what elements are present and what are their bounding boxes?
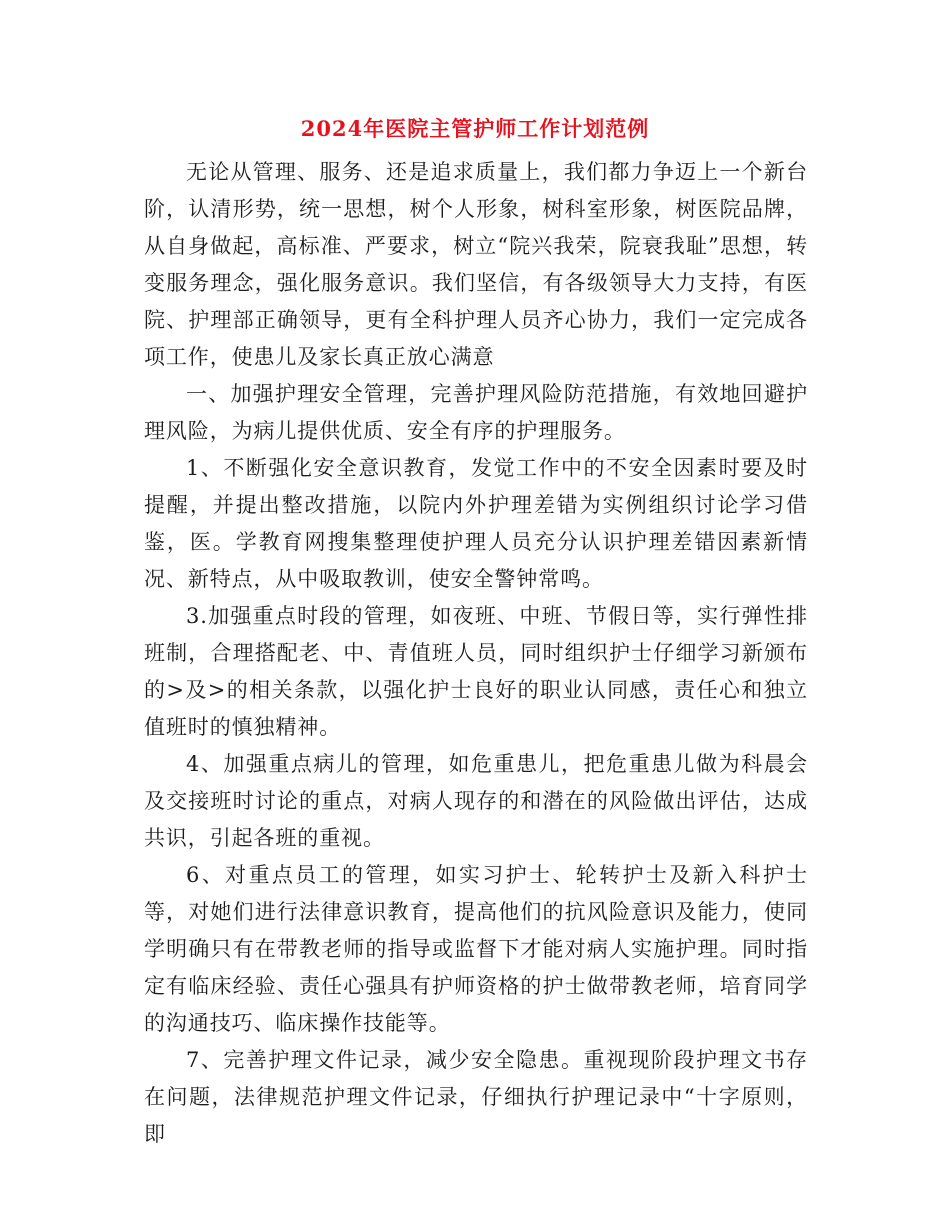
paragraph-intro: 无论从管理、服务、还是追求质量上，我们都力争迈上一个新台阶，认清形势，统一思想，树个人形象，树科室形象，树医院品牌，从自身做起，高标准、严要求，树立“院兴我荣，院衰我耻”思想，转变服务理念，强化服务意识。我们坚信，有各级领导大力支持，有医院、护理部正确领导，更有全科护理人员齐心协力，我们一定完成各项工作，使患儿及家长真正放心满意 [144,160,808,369]
paragraph-item-1: 1、不断强化安全意识教育，发觉工作中的不安全因素时要及时提醒，并提出整改措施，以院内外护理差错为实例组织讨论学习借鉴，医。学教育网搜集整理使护理人员充分认识护理差错因素新情况、新特点，从中吸取教训，使安全警钟常鸣。 [144,456,808,591]
paragraph-item-7: 7、完善护理文件记录，减少安全隐患。重视现阶段护理文书存在问题，法律规范护理文件记录，仔细执行护理记录中“十字原则，即 [144,1048,808,1146]
paragraph-item-3: 3.加强重点时段的管理，如夜班、中班、节假日等，实行弹性排班制，合理搭配老、中、青值班人员，同时组织护士仔细学习新颁布的>及>的相关条款，以强化护士良好的职业认同感，责任心和独立值班时的慎独精神。 [144,604,808,739]
paragraph-item-4: 4、加强重点病儿的管理，如危重患儿，把危重患儿做为科晨会及交接班时讨论的重点，对病人现存的和潜在的风险做出评估，达成共识，引起各班的重视。 [144,752,808,850]
paragraph-item-6: 6、对重点员工的管理，如实习护士、轮转护士及新入科护士等，对她们进行法律意识教育，提高他们的抗风险意识及能力，使同学明确只有在带教老师的指导或监督下才能对病人实施护理。同时指定有临床经验、责任心强具有护师资格的护士做带教老师，培育同学的沟通技巧、临床操作技能等。 [144,863,808,1035]
paragraph-section-1: 一、加强护理安全管理，完善护理风险防范措施，有效地回避护理风险，为病儿提供优质、安全有序的护理服务。 [144,382,808,443]
document-body [144,154,808,1153]
document-title: 2024年医院主管护师工作计划范例 [300,116,650,141]
